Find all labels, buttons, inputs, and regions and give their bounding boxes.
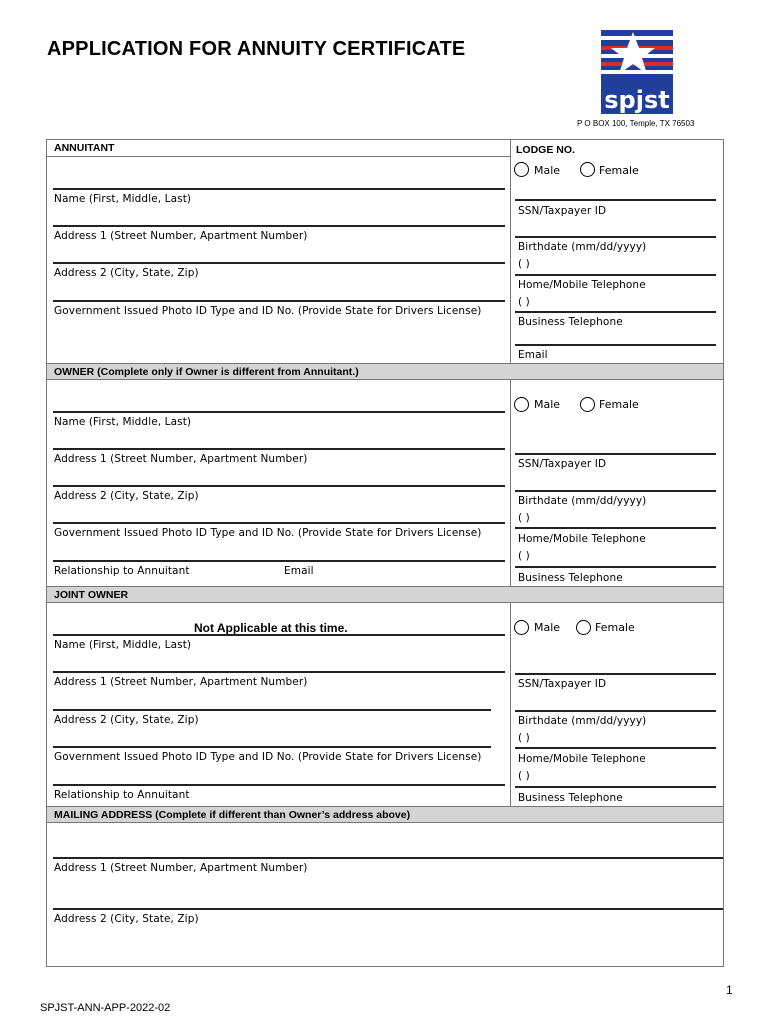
- owner-relationship-label: Relationship to Annuitant: [54, 565, 190, 577]
- joint-business-phone-areacode: ( ): [518, 770, 530, 782]
- not-applicable-note: Not Applicable at this time.: [194, 621, 348, 635]
- owner-name-field[interactable]: [53, 411, 505, 413]
- mailing-address-heading: MAILING ADDRESS (Complete if different than Owner’s address above): [47, 806, 723, 823]
- annuitant-home-phone-label: Home/Mobile Telephone: [518, 279, 646, 291]
- owner-govid-label: Government Issued Photo ID Type and ID No. (Provide State for Drivers License): [54, 527, 482, 539]
- annuitant-govid-label: Government Issued Photo ID Type and ID No. (Provide State for Drivers License): [54, 305, 482, 317]
- joint-addr1-field[interactable]: [53, 671, 505, 673]
- annuitant-addr1-label: Address 1 (Street Number, Apartment Number): [54, 230, 308, 242]
- joint-home-phone-label: Home/Mobile Telephone: [518, 753, 646, 765]
- annuitant-male-label: Male: [534, 164, 561, 177]
- joint-ssn-field[interactable]: [515, 673, 716, 675]
- joint-business-phone-field[interactable]: [515, 786, 716, 788]
- owner-ssn-field[interactable]: [515, 453, 716, 455]
- mailing-addr1-field[interactable]: [53, 857, 723, 859]
- joint-addr2-field[interactable]: [53, 709, 491, 711]
- annuitant-name-label: Name (First, Middle, Last): [54, 193, 192, 205]
- owner-divider: [510, 380, 511, 586]
- joint-relationship-label: Relationship to Annuitant: [54, 789, 190, 801]
- joint-female-label: Female: [595, 621, 635, 634]
- joint-ssn-label: SSN/Taxpayer ID: [518, 678, 607, 690]
- page-number: 1: [726, 983, 733, 997]
- owner-female-label: Female: [599, 398, 639, 411]
- joint-addr1-label: Address 1 (Street Number, Apartment Number): [54, 676, 308, 688]
- joint-home-phone-areacode: ( ): [518, 732, 530, 744]
- joint-birthdate-label: Birthdate (mm/dd/yyyy): [518, 715, 647, 727]
- owner-business-phone-field[interactable]: [515, 566, 716, 568]
- owner-business-phone-areacode: ( ): [518, 550, 530, 562]
- annuitant-male-radio[interactable]: [514, 162, 529, 177]
- annuitant-addr2-label: Address 2 (City, State, Zip): [54, 267, 199, 279]
- owner-female-radio[interactable]: [580, 397, 595, 412]
- annuitant-email-field[interactable]: [515, 344, 716, 346]
- joint-govid-label: Government Issued Photo ID Type and ID No. (Provide State for Drivers License): [54, 751, 482, 763]
- annuitant-home-phone-areacode: ( ): [518, 258, 530, 270]
- mailing-addr1-label: Address 1 (Street Number, Apartment Number): [54, 862, 308, 874]
- owner-addr2-field[interactable]: [53, 485, 505, 487]
- joint-male-radio[interactable]: [514, 620, 529, 635]
- joint-business-phone-label: Business Telephone: [518, 792, 623, 804]
- annuitant-home-phone-field[interactable]: [515, 274, 716, 276]
- annuitant-business-phone-field[interactable]: [515, 311, 716, 313]
- owner-addr1-field[interactable]: [53, 448, 505, 450]
- owner-name-label: Name (First, Middle, Last): [54, 416, 192, 428]
- annuitant-female-label: Female: [599, 164, 639, 177]
- annuitant-heading: ANNUITANT: [54, 142, 115, 154]
- annuitant-ssn-label: SSN/Taxpayer ID: [518, 205, 607, 217]
- annuitant-govid-field[interactable]: [53, 300, 505, 302]
- page-title: APPLICATION FOR ANNUITY CERTIFICATE: [47, 38, 466, 60]
- joint-govid-field[interactable]: [53, 746, 491, 748]
- annuitant-ssn-field[interactable]: [515, 199, 716, 201]
- owner-home-phone-label: Home/Mobile Telephone: [518, 533, 646, 545]
- annuitant-addr1-field[interactable]: [53, 225, 505, 227]
- owner-home-phone-areacode: ( ): [518, 512, 530, 524]
- annuitant-female-radio[interactable]: [580, 162, 595, 177]
- mailing-addr2-field[interactable]: [53, 908, 723, 910]
- owner-home-phone-field[interactable]: [515, 527, 716, 529]
- mailing-addr2-label: Address 2 (City, State, Zip): [54, 913, 199, 925]
- annuitant-email-label: Email: [518, 349, 548, 361]
- annuitant-heading-rule: [47, 156, 510, 157]
- mailing-address-header: P O BOX 100, Temple, TX 76503: [577, 119, 695, 128]
- annuitant-birthdate-label: Birthdate (mm/dd/yyyy): [518, 241, 647, 253]
- joint-relationship-field[interactable]: [53, 784, 505, 786]
- owner-addr2-label: Address 2 (City, State, Zip): [54, 490, 199, 502]
- annuitant-business-phone-label: Business Telephone: [518, 316, 623, 328]
- owner-birthdate-field[interactable]: [515, 490, 716, 492]
- joint-name-label: Name (First, Middle, Last): [54, 639, 192, 651]
- owner-relationship-field[interactable]: [53, 560, 505, 562]
- owner-male-radio[interactable]: [514, 397, 529, 412]
- joint-name-field[interactable]: [53, 634, 505, 636]
- joint-divider: [510, 603, 511, 806]
- annuitant-birthdate-field[interactable]: [515, 236, 716, 238]
- owner-govid-field[interactable]: [53, 522, 505, 524]
- joint-male-label: Male: [534, 621, 561, 634]
- owner-addr1-label: Address 1 (Street Number, Apartment Number): [54, 453, 308, 465]
- spjst-logo: [597, 26, 677, 118]
- joint-birthdate-field[interactable]: [515, 710, 716, 712]
- joint-addr2-label: Address 2 (City, State, Zip): [54, 714, 199, 726]
- owner-email-label: Email: [284, 565, 314, 577]
- owner-business-phone-label: Business Telephone: [518, 572, 623, 584]
- joint-female-radio[interactable]: [576, 620, 591, 635]
- logo-text: spjst: [604, 86, 670, 114]
- joint-owner-heading: JOINT OWNER: [47, 586, 723, 603]
- form-id: SPJST-ANN-APP-2022-02: [40, 1002, 171, 1014]
- owner-birthdate-label: Birthdate (mm/dd/yyyy): [518, 495, 647, 507]
- annuitant-addr2-field[interactable]: [53, 262, 505, 264]
- annuitant-business-phone-areacode: ( ): [518, 296, 530, 308]
- owner-male-label: Male: [534, 398, 561, 411]
- owner-heading: OWNER (Complete only if Owner is different from Annuitant.): [47, 363, 723, 380]
- joint-home-phone-field[interactable]: [515, 747, 716, 749]
- owner-ssn-label: SSN/Taxpayer ID: [518, 458, 607, 470]
- lodge-no-label: LODGE NO.: [516, 144, 575, 156]
- annuitant-name-field[interactable]: [53, 188, 505, 190]
- annuitant-divider: [510, 139, 511, 364]
